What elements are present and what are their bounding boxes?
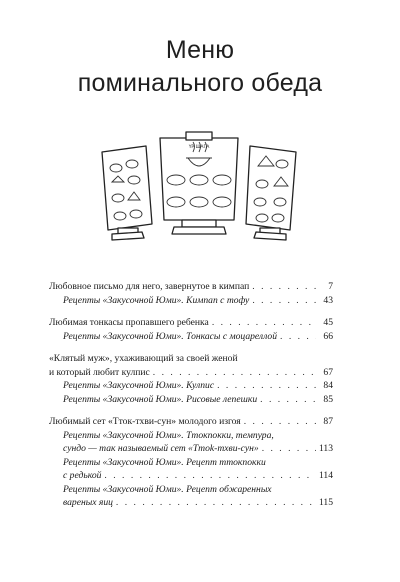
menu-boards-illustration: [98, 128, 302, 244]
leader-dots: [252, 280, 316, 294]
recipe-title: Рецепты «Закусочной Юми». Рисовые лепешки: [63, 393, 258, 405]
recipe-title-line-1: Рецепты «Закусочной Юми». Рецепт обжаренных: [63, 483, 272, 495]
recipe-title-line-1: Рецепты «Закусочной Юми». Рецепт ттокпокки: [63, 456, 266, 468]
toc-entry-title-line-2: и который любит кулпис: [49, 366, 150, 378]
sign-text: ҮР ШАГА: [188, 145, 210, 150]
page-number: 85: [323, 393, 333, 405]
toc-recipe-item[interactable]: [49, 379, 333, 393]
leader-dots: [116, 496, 316, 510]
leader-dots: [212, 316, 316, 330]
page-number: 87: [323, 416, 333, 427]
page-number: 7: [328, 281, 333, 292]
page-number: 66: [323, 330, 333, 342]
leader-dots: [217, 379, 316, 393]
recipe-title: Рецепты «Закусочной Юми». Тонкасы с моцареллой: [63, 330, 278, 342]
page-title: [0, 34, 400, 100]
toc-entry-title: Любовное письмо для него, завернутое в кимпап: [49, 281, 250, 292]
toc-recipe-item[interactable]: [49, 483, 333, 510]
page-number: 43: [323, 294, 333, 306]
recipe-title: Рецепты «Закусочной Юми». Кимпап с тофу: [63, 294, 250, 306]
toc-recipe-item[interactable]: [49, 294, 333, 308]
table-of-contents: [49, 280, 333, 510]
leader-dots: [260, 393, 316, 407]
page-number: 115: [318, 497, 333, 508]
title-line-1: Меню: [165, 36, 235, 64]
toc-entry-title: Любимая тонкасы пропавшего ребенка: [49, 317, 209, 328]
page-number: 67: [323, 366, 333, 378]
page-number: 113: [318, 443, 333, 454]
toc-entry-3[interactable]: [49, 352, 333, 406]
toc-recipe-item[interactable]: [49, 456, 333, 483]
leader-dots: [244, 415, 316, 429]
page-number: 114: [318, 470, 333, 481]
leader-dots: [252, 294, 316, 308]
recipe-title-line-2: сундо — так называемый сет «Ттоk-тхви-сун»: [63, 443, 259, 454]
toc-recipe-item[interactable]: [49, 393, 333, 407]
page-number: 45: [323, 317, 333, 328]
toc-entry-title: Любимый сет «Тток-тхви-сун» молодого изгоя: [49, 416, 241, 427]
toc-entry-title-line-1: «Клятый муж», ухаживающий за своей женой: [49, 353, 238, 364]
page-number: 84: [323, 380, 333, 391]
leader-dots: [280, 330, 316, 344]
leader-dots: [262, 442, 316, 456]
recipe-title-line-1: Рецепты «Закусочной Юми». Ттокпокки, темпура,: [63, 429, 274, 441]
recipe-title-line-2: вареных яиц: [63, 497, 113, 508]
leader-dots: [104, 469, 316, 483]
toc-entry-2[interactable]: [49, 316, 333, 343]
toc-entry-4[interactable]: [49, 415, 333, 510]
leader-dots: [153, 366, 316, 380]
toc-entry-1[interactable]: [49, 280, 333, 307]
toc-recipe-item[interactable]: [49, 330, 333, 344]
title-line-2: поминального обеда: [77, 69, 323, 97]
recipe-title: Рецепты «Закусочной Юми». Кулпис: [63, 380, 215, 391]
recipe-title-line-2: с редькой: [63, 470, 102, 481]
toc-recipe-item[interactable]: [49, 429, 333, 456]
